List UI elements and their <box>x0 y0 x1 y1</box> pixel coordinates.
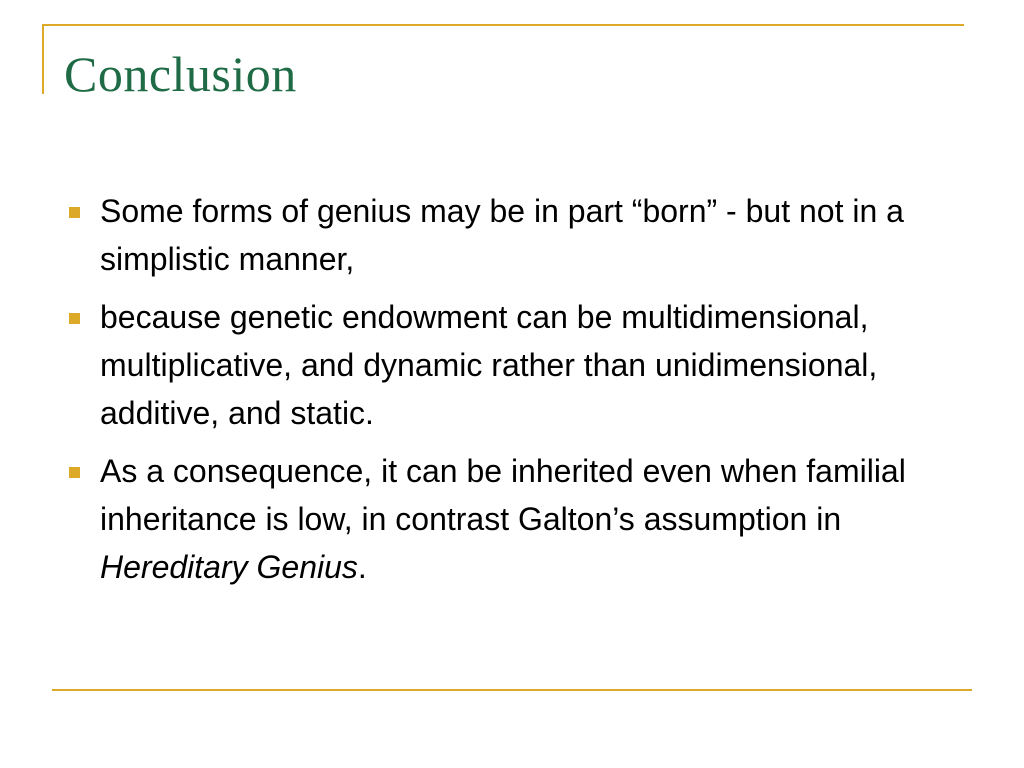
left-rule <box>42 24 44 94</box>
bullet-item <box>60 293 960 437</box>
bullet-item <box>60 187 960 283</box>
bullet-suffix: . <box>357 549 367 585</box>
square-bullet-icon <box>69 313 80 324</box>
book-title: Hereditary Genius <box>100 549 358 585</box>
bullet-text: because genetic endowment can be multidimensional, multiplicative, and dynamic rather than unidimensional, additive, and static. <box>100 299 878 431</box>
slide-title: Conclusion <box>64 46 297 102</box>
bullet-text: As a consequence, it can be inherited even when familial inheritance is low, in contrast Galton’s assumption in <box>100 453 906 537</box>
square-bullet-icon <box>69 207 80 218</box>
bullet-item <box>60 447 960 591</box>
bullet-list <box>60 187 960 601</box>
bullet-text: Some forms of genius may be in part “born” - but not in a simplistic manner, <box>100 193 904 277</box>
square-bullet-icon <box>69 467 80 478</box>
top-rule <box>42 24 964 26</box>
bottom-rule <box>52 689 972 691</box>
